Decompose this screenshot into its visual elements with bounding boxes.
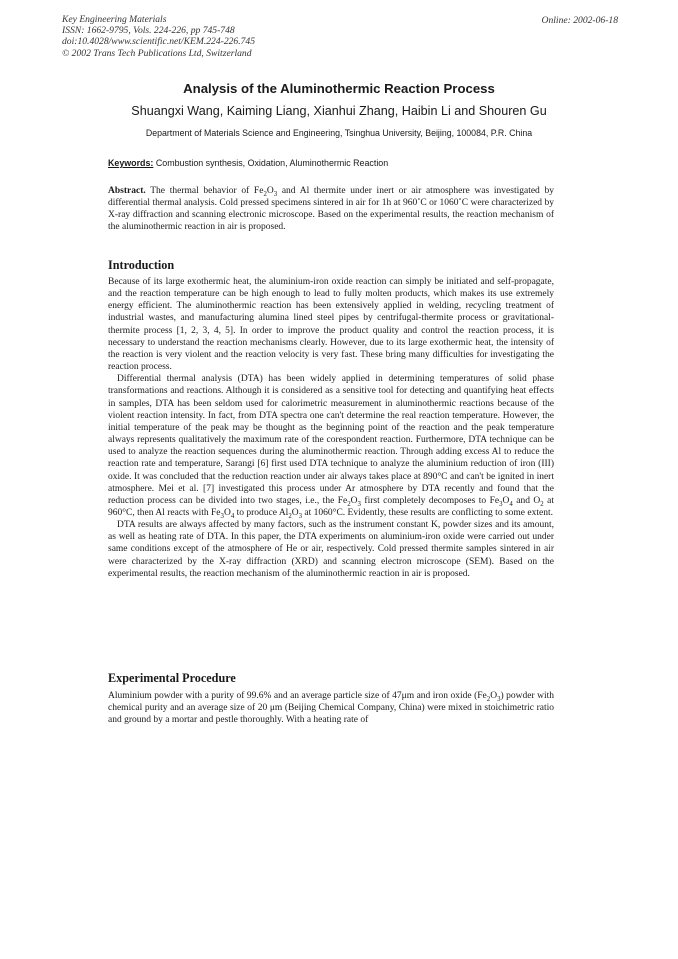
abstract — [108, 185, 554, 234]
abstract-text: The thermal behavior of $Fe_2O_3$ and Al thermite under inert or air atmosphere was investigated by differential thermal analysis. Cold pressed specimens sintered in air for 1h at 960˚C or 1060˚C were characterized by X-ray diffraction and scanning electronic microscope. Based on the experimental results, the reaction mechanism of the aluminothermic reaction in air is proposed. — [108, 186, 554, 233]
experimental-paragraph: Aluminium powder with a purity of 99.6% and an average particle size of 47μm and iron oxide $(Fe_2O_3)$ powder with chemical purity and an average size of 20 μm (Beijing Chemical Company, China) were mixed in stoichimetric ratio and ground by a mortar and pestle thoroughly. With a heating rate of — [108, 691, 554, 726]
journal-name: Key Engineering Materials — [62, 14, 167, 25]
experimental-body — [108, 690, 554, 726]
copyright-line: © 2002 Trans Tech Publications Ltd, Switzerland — [62, 47, 252, 59]
paper-title: Analysis of the Aluminothermic Reaction Process — [183, 81, 495, 96]
introduction-body — [108, 276, 554, 580]
online-date: Online: 2002-06-18 — [541, 15, 618, 26]
doi-line: doi:10.4028/www.scientific.net/KEM.224-226.745 — [62, 36, 256, 48]
issn-line: ISSN: 1662-9795, Vols. 224-226, pp 745-748 — [62, 25, 235, 37]
journal-header — [62, 14, 255, 59]
keywords-text: Combustion synthesis, Oxidation, Aluminothermic Reaction — [155, 158, 389, 168]
keywords — [108, 158, 568, 168]
abstract-label: Abstract. — [108, 186, 146, 196]
introduction-heading: Introduction — [108, 258, 175, 272]
affiliation: Department of Materials Science and Engineering, Tsinghua University, Beijing, 100084, P.R. China — [145, 128, 533, 138]
intro-paragraph-1: Because of its large exothermic heat, the aluminium-iron oxide reaction can simply be initiated and self-propagate, and the reaction temperature can be high enough to lead to fully molten products, which makes its use extremely energy efficient. The aluminothermic reaction has been extensively applied in welding, recycling treatment of industrial wastes, and manufacturing alumina lined steel pipes by centrifugal-thermite process or gravitational-thermite process [1, 2, 3, 4, 5]. In order to improve the product quality and control the reaction process, it is necessary to understand the reaction mechanisms clearly. However, due to its large exothermic heat, the intensity of the reaction is very violent and the reaction velocity is very fast. These bring many difficulties for investigating the reaction process. — [108, 277, 554, 373]
experimental-heading: Experimental Procedure — [108, 671, 236, 685]
keywords-label: Keywords: — [108, 158, 154, 168]
author-list: Shuangxi Wang, Kaiming Liang, Xianhui Zhang, Haibin Li and Shouren Gu — [131, 104, 547, 118]
intro-paragraph-3: DTA results are always affected by many factors, such as the instrument constant K, powder sizes and its amount, as well as heating rate of DTA. In this paper, the DTA experiments on aluminium-iron oxide were carried out under same conditions except of the atmosphere of He or air, respectively. Cold pressed thermite samples sintered in air were characterized by the X-ray diffraction (XRD) and scanning electron microscope (SEM). Based on the experimental results, the reaction mechanism of the aluminothermic reaction in air is proposed. — [108, 520, 554, 579]
intro-paragraph-2: Differential thermal analysis (DTA) has been widely applied in determining temperatures of solid phase transformations and reactions. Although it is considered as a sensitive tool for detecting and quantifying heat effects in samples, DTA has been seldom used for calorimetric measurement in aluminothermic reactions because of the violent reaction intensity. In fact, from DTA spectra one can't determine the real reaction temperature. However, the initial temperature of the peak may be thought as the beginning point of the reaction and the peak temperature always represents qualitatively the maximum rate of the corespondent reaction. Furthermore, DTA technique can be used to analyze the reaction sequences during the aluminothermic reaction. Through adding excess Al to reduce the reaction rate and temperature, Sarangi [6] first used DTA technique to analyze the aluminium reduction of iron (III) oxide. It was concluded that the reduction reaction under air always takes place at 890°C and can't be ignited in inert atmosphere. Mei et al. [7] investigated this process under Ar atmosphere by DTA recently and found that the reduction process can be divided into two stages, i.e., the $Fe_2O_3$ first completely decomposes to $Fe_3O_4$ and $O_2$ at 960°C, then Al reacts with $Fe_3O_4$ to produce $Al_2O_3$ at 1060°C. Evidently, these results are conflicting to some extent. — [108, 374, 555, 520]
